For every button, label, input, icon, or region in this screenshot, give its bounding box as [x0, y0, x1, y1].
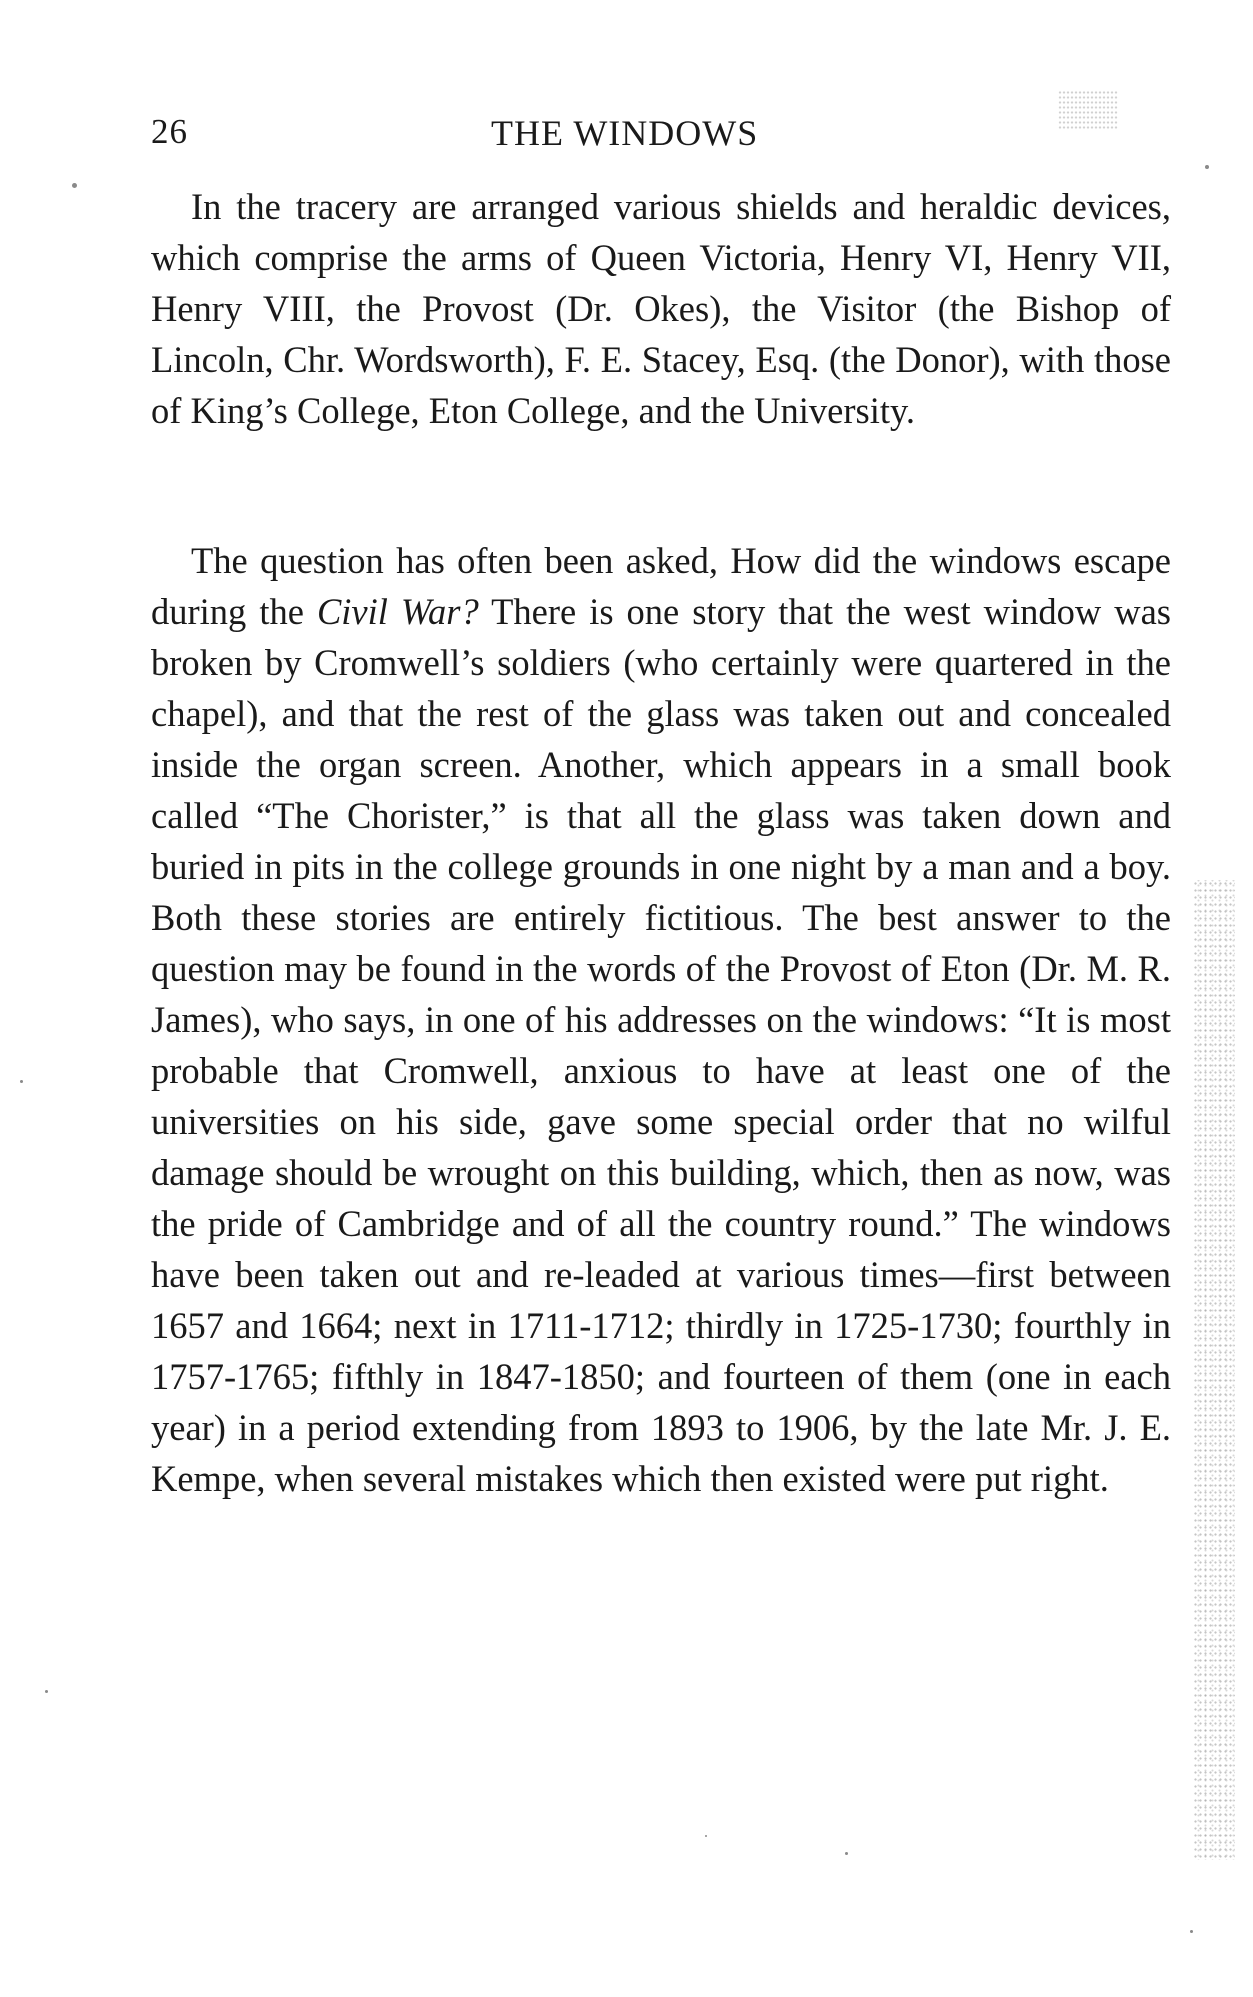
- scan-speck: [1205, 165, 1209, 169]
- running-head: [151, 112, 1171, 162]
- scan-speck: [20, 1080, 23, 1083]
- scan-noise-top: [1058, 90, 1118, 130]
- italic-phrase: Civil War?: [316, 591, 479, 632]
- scan-speck: [1190, 1930, 1193, 1933]
- scan-speck: [705, 1835, 707, 1837]
- scan-speck: [845, 1852, 848, 1855]
- scan-speck: [45, 1690, 48, 1693]
- scan-noise-edge: [1193, 880, 1235, 1860]
- paragraph-text-rest: There is one story that the west window was broken by Cromwell’s soldiers (who certainly were quartered in the chapel), and that the rest of the glass was taken out and concealed inside the organ screen. Another, which appears in a small book called “The Chorister,” is that all the glass was taken down and buried in pits in the college grounds in one night by a man and a boy. Both these stories are entirely fictitious. The best answer to the question may be found in the words of the Provost of Eton (Dr. M. R. James), who says, in one of his addresses on the windows: “It is most probable that Cromwell, anxious to have at least one of the universities on his side, gave some special order that no wilful damage should be wrought on this building, which, then as now, was the pride of Cambridge and of all the country round.” The windows have been taken out and re-leaded at various times—first between 1657 and 1664; next in 1711-1712; thirdly in 1725-1730; fourthly in 1757-1765; fifthly in 1847-1850; and fourteen of them (one in each year) in a period extending from 1893 to 1906, by the late Mr. J. E. Kempe, when several mistakes which then existed were put right.: [151, 591, 1172, 1499]
- paragraph-text: In the tracery are arranged various shields and heraldic devices, which comprise the arms of Queen Victoria, Henry VI, Henry VII, Henry VIII, the Provost (Dr. Okes), the Visitor (the Bishop of Lincoln, Chr. Wordsworth), F. E. Stacey, Esq. (the Donor), with those of King’s College, Eton College, and the University.: [151, 186, 1171, 431]
- paragraph-civil-war-question: [151, 535, 1171, 1504]
- running-title: THE WINDOWS: [491, 113, 759, 153]
- paragraph-text: [151, 535, 1171, 1504]
- paragraph-text-start: The question has often been asked, How did the windows escape during the: [151, 540, 1171, 632]
- paragraph-heraldic-devices: [151, 181, 1171, 436]
- page-number: 26: [151, 112, 188, 151]
- scan-speck: [72, 183, 77, 188]
